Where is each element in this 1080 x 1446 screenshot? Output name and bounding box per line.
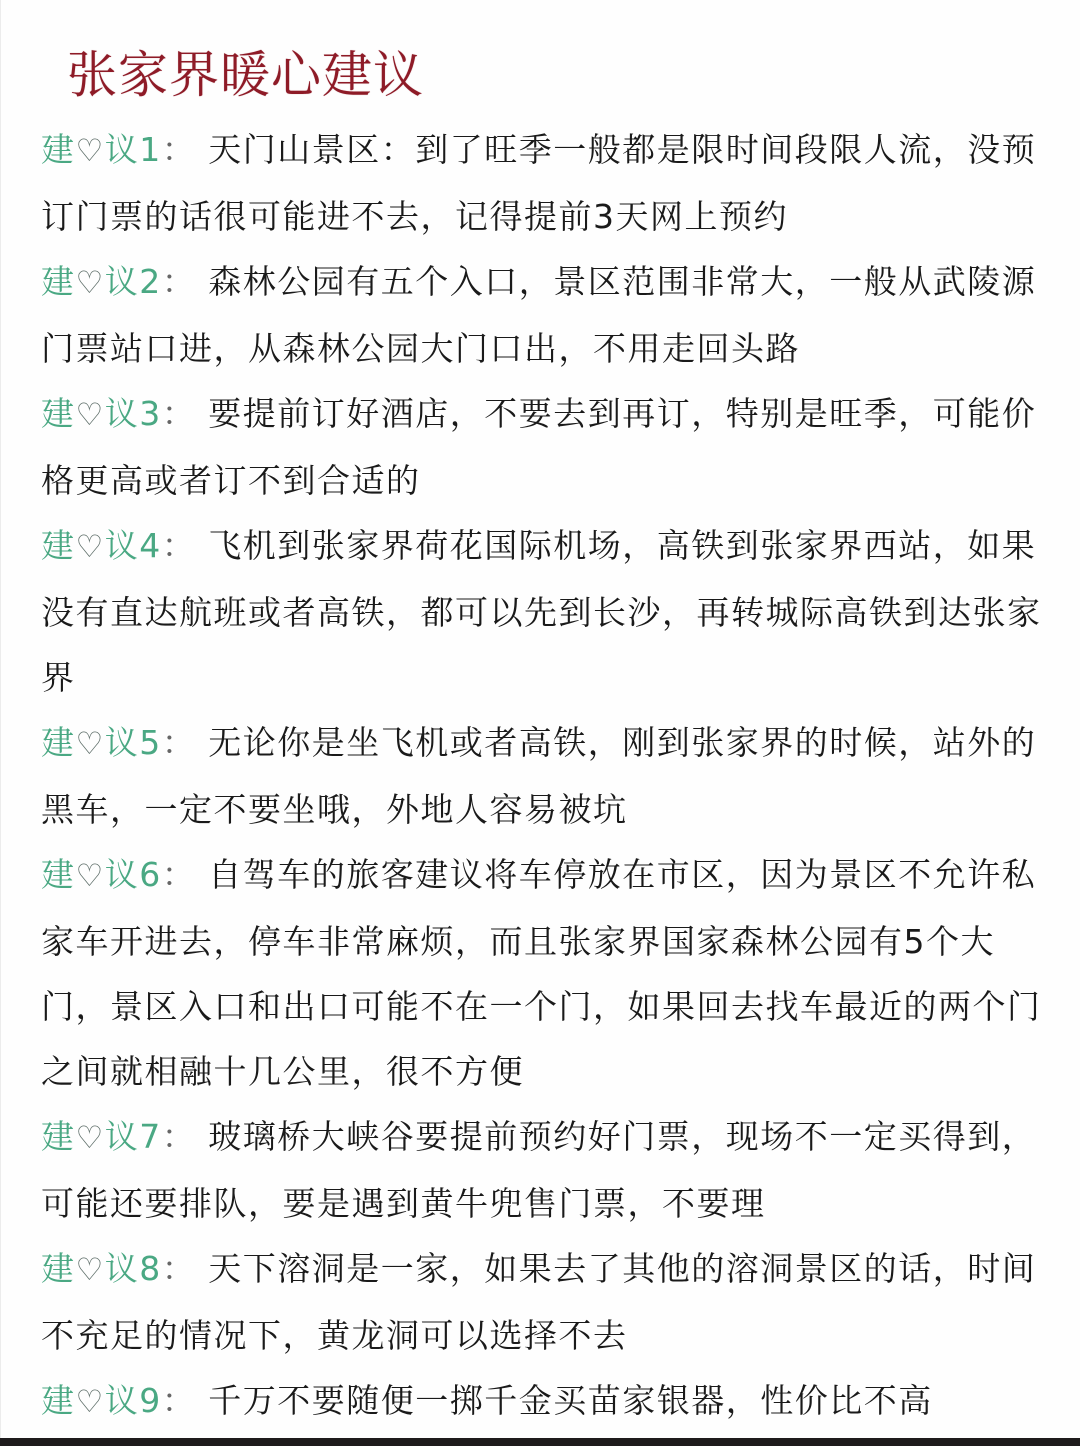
tip-text: 无论你是坐飞机或者高铁，刚到张家界的时候，站外的黑车，一定不要坐哦，外地人容易被坑 [41,723,1037,829]
tip-item-7: 建♡议7： 玻璃桥大峡谷要提前预约好门票，现场不一定买得到，可能还要排队，要是遇到黄牛兜售门票，不要理 [41,1117,1037,1223]
heart-icon: ♡ [75,1252,105,1288]
tip-item-8: 建♡议8： 天下溶洞是一家，如果去了其他的溶洞景区的话，时间不充足的情况下，黄龙洞可以选择不去 [41,1249,1037,1355]
tip-text: 森林公园有五个入口，景区范围非常大，一般从武陵源门票站口进，从森林公园大门口出，不用走回头路 [41,262,1037,368]
tip-item-9: 建♡议9： 千万不要随便一掷千金买苗家银器，性价比不高 [41,1381,933,1420]
heart-icon: ♡ [75,726,105,762]
heart-icon: ♡ [75,397,105,433]
tip-item-3: 建♡议3： 要提前订好酒店，不要去到再订，特别是旺季，可能价格更高或者订不到合适的 [41,394,1037,500]
heart-icon: ♡ [75,1120,105,1156]
tip-label: 建♡议6 [41,855,162,894]
tip-text: 千万不要随便一掷千金买苗家银器，性价比不高 [208,1381,933,1420]
tip-item-5: 建♡议5： 无论你是坐飞机或者高铁，刚到张家界的时候，站外的黑车，一定不要坐哦，外地人容易被坑 [41,723,1037,829]
tip-label: 建♡议3 [41,394,162,433]
tip-label: 建♡议8 [41,1249,162,1288]
tip-text: 要提前订好酒店，不要去到再订，特别是旺季，可能价格更高或者订不到合适的 [41,394,1037,500]
tip-label: 建♡议5 [41,723,162,762]
heart-icon: ♡ [75,858,105,894]
tip-label: 建♡议4 [41,526,162,565]
tip-item-4: 建♡议4： 飞机到张家界荷花国际机场，高铁到张家界西站，如果没有直达航班或者高铁，都可以先到长沙，再转城际高铁到达张家界 [41,526,1042,697]
bottom-bar [0,1438,1080,1446]
tip-text: 自驾车的旅客建议将车停放在市区，因为景区不允许私家车开进去，停车非常麻烦，而且张家界国家森林公园有5个大门，景区入口和出口可能不在一个门，如果回去找车最近的两个门之间就相融十几公里，很不方便 [41,855,1042,1091]
heart-icon: ♡ [75,529,105,565]
page-title: 张家界暖心建议 [67,46,424,104]
heart-icon: ♡ [75,133,105,169]
tip-text: 飞机到张家界荷花国际机场，高铁到张家界西站，如果没有直达航班或者高铁，都可以先到长沙，再转城际高铁到达张家界 [41,526,1042,697]
tip-label: 建♡议2 [41,262,162,301]
tip-label: 建♡议1 [41,130,162,169]
tip-item-2: 建♡议2： 森林公园有五个入口，景区范围非常大，一般从武陵源门票站口进，从森林公园大门口出，不用走回头路 [41,262,1037,368]
tip-text: 天下溶洞是一家，如果去了其他的溶洞景区的话，时间不充足的情况下，黄龙洞可以选择不去 [41,1249,1037,1355]
tip-text: 玻璃桥大峡谷要提前预约好门票，现场不一定买得到，可能还要排队，要是遇到黄牛兜售门票，不要理 [41,1117,1037,1223]
tip-text: 天门山景区：到了旺季一般都是限时间段限人流，没预订门票的话很可能进不去，记得提前3天网上预约 [41,130,1037,236]
heart-icon: ♡ [75,265,105,301]
tip-item-6: 建♡议6： 自驾车的旅客建议将车停放在市区，因为景区不允许私家车开进去，停车非常麻烦，而且张家界国家森林公园有5个大门，景区入口和出口可能不在一个门，如果回去找车最近的两个门之间就相融十几公里，很不方便 [41,855,1042,1091]
tips-list [41,117,1051,1435]
tip-label: 建♡议7 [41,1117,162,1156]
tip-label: 建♡议9 [41,1381,162,1420]
heart-icon: ♡ [75,1384,105,1420]
tip-item-1: 建♡议1： 天门山景区：到了旺季一般都是限时间段限人流，没预订门票的话很可能进不去，记得提前3天网上预约 [41,130,1037,236]
